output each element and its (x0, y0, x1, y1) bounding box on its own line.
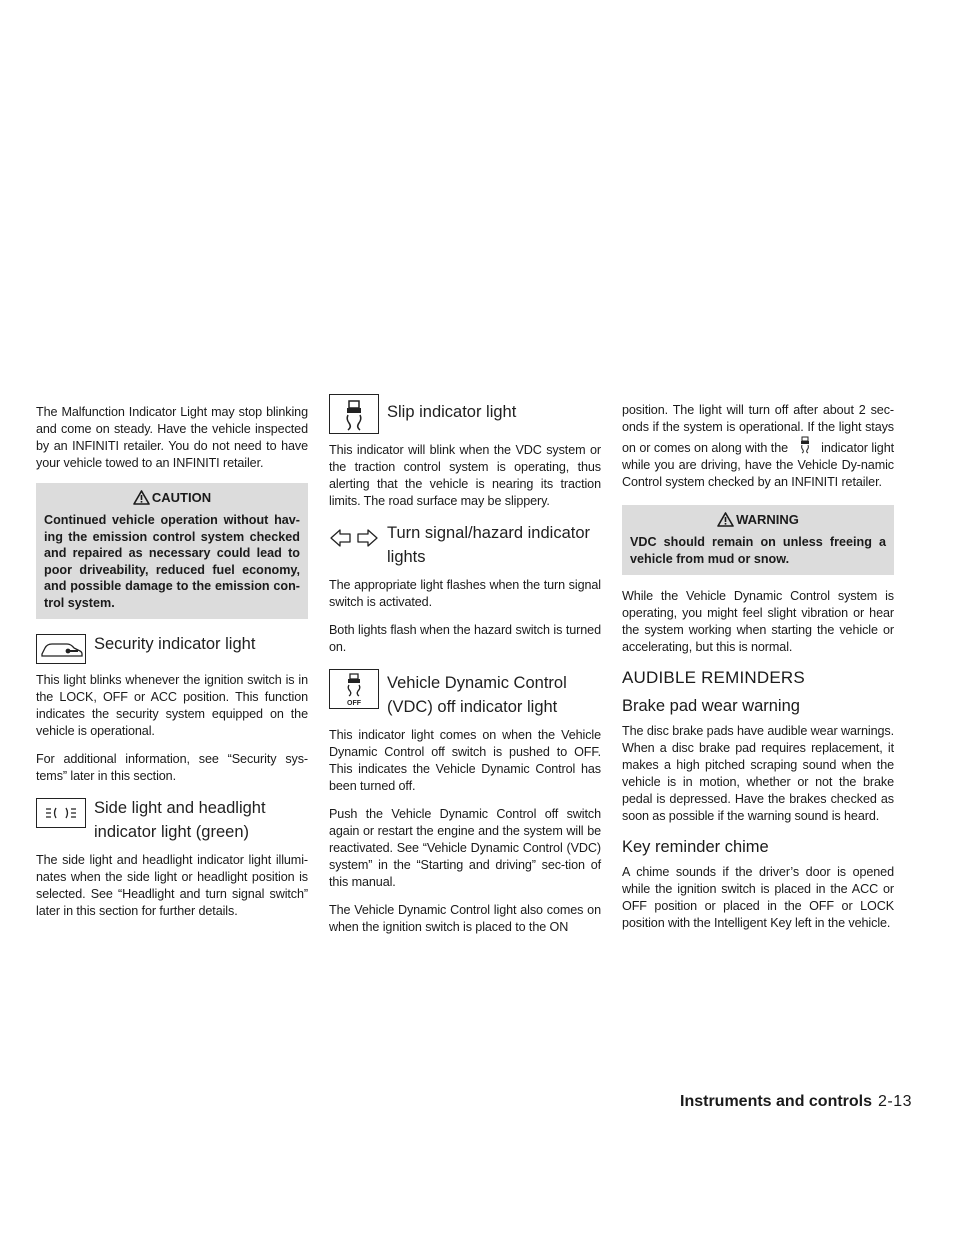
caution-heading (44, 489, 300, 507)
slip-indicator-inline-icon (792, 436, 818, 454)
sidelight-title-line-1: Side light and headlight (94, 799, 266, 817)
vdc-title-line-1: Vehicle Dynamic Control (387, 674, 567, 692)
vdc-title-line-2: (VDC) off indicator light (387, 698, 558, 716)
warning-triangle-icon (133, 490, 150, 505)
paragraph-brake-pad: The disc brake pads have audible wear warnings. When a disc brake pad requires replacement, it makes a high pitched scraping sound when the vehicle is in motion, whether or not the brake pedal is depressed. Have the brakes checked as soon as possible if the warning sound is heard. (622, 724, 894, 823)
paragraph-vdc-normal: While the Vehicle Dynamic Control system is operating, you might feel slight vibration or hear the system working when starting the vehicle or accelerating, but this is normal. (622, 589, 894, 654)
turn-signal-icon (329, 523, 379, 553)
warning-heading (630, 511, 886, 529)
paragraph-vdc-3: The Vehicle Dynamic Control light also comes on when the ignition switch is placed to the ON (329, 903, 601, 934)
turn-indicator-heading (329, 521, 601, 569)
page-number: 2-13 (878, 1093, 913, 1110)
slip-title: Slip indicator light (387, 403, 517, 421)
security-indicator-icon (36, 634, 86, 664)
paragraph-security-2: For additional information, see “Security sys-tems” later in this section. (36, 752, 308, 783)
paragraph-security-1: This light blinks whenever the ignition switch is in the LOCK, OFF or ACC position. This function indicates the security system equipped on the vehicle is operational. (36, 673, 308, 738)
warning-label: WARNING (736, 512, 799, 527)
paragraph-turn-1: The appropriate light flashes when the turn signal switch is activated. (329, 578, 601, 609)
column-right (622, 402, 894, 943)
caution-text: Continued vehicle operation without hav-ing the emission control system checked and repaired as necessary could lead to poor driveability, reduced fuel economy, and possible damage to the emission con-trol system. (44, 513, 300, 610)
slip-indicator-heading (329, 392, 601, 434)
paragraph-turn-2: Both lights flash when the hazard switch is turned on. (329, 623, 601, 654)
turn-title (387, 521, 590, 569)
sidelight-title-line-2: indicator light (green) (94, 823, 249, 841)
slip-indicator-icon (329, 394, 379, 434)
warning-triangle-icon (717, 512, 734, 527)
vdc-title (387, 671, 567, 719)
subheading-brake-pad: Brake pad wear warning (622, 697, 800, 715)
footer-section-title: Instruments and controls (680, 1093, 873, 1110)
page-footer (680, 1093, 920, 1111)
paragraph-vdc-1: This indicator light comes on when the Vehicle Dynamic Control off switch is pushed to OFF. This indicates the Vehicle Dynamic Control has been turned off. (329, 728, 601, 793)
paragraph-slip: This indicator will blink when the VDC system or the traction control system is operating, thus alerting that the vehicle is nearing its traction limits. The road surface may be slippery. (329, 443, 601, 508)
turn-title-line-1: Turn signal/hazard indicator (387, 524, 590, 542)
paragraph-key-reminder: A chime sounds if the driver’s door is opened while the ignition switch is placed in the ACC or OFF position or placed in the OFF or LOCK position with the Intelligent Key left in the vehicle. (622, 865, 894, 930)
security-title: Security indicator light (94, 635, 256, 653)
vdc-off-indicator-heading (329, 667, 601, 719)
vdc-off-icon (329, 669, 379, 709)
sidelight-title (94, 796, 266, 844)
caution-box (36, 483, 308, 619)
paragraph-vdc-2: Push the Vehicle Dynamic Control off switch again or restart the engine and the system will be reactivated. See “Vehicle Dynamic Control (VDC) system” in the “Starting and driving” sec-tion of this manual. (329, 807, 601, 889)
caution-label: CAUTION (151, 490, 212, 505)
sidelight-indicator-heading (36, 796, 308, 844)
warning-box (622, 505, 894, 575)
warning-text: VDC should remain on unless freeing a vehicle from mud or snow. (630, 535, 886, 566)
paragraph-vdc-continued (622, 402, 894, 491)
paragraph-vdc-continued-part-2: indicator light while you are driving, have the Vehicle Dy-namic Control system checked by an INFINITI retailer. (622, 441, 894, 489)
paragraph-malfunction: The Malfunction Indicator Light may stop blinking and come on steady. Have the vehicle inspected by an INFINITI retailer. You do not need to have your vehicle towed to an INFINITI retailer. (36, 405, 308, 470)
security-indicator-heading (36, 632, 308, 664)
subheading-key-reminder: Key reminder chime (622, 838, 769, 856)
sidelight-indicator-icon (36, 798, 86, 828)
column-left (36, 404, 308, 931)
section-heading-audible-reminders: AUDIBLE REMINDERS (622, 668, 805, 687)
paragraph-sidelight: The side light and headlight indicator light illumi-nates when the side light or headlight position is selected. See “Headlight and turn signal switch” later in this section for further details. (36, 853, 308, 918)
vdc-off-icon-text: OFF (347, 700, 361, 707)
turn-title-line-2: lights (387, 548, 426, 566)
column-middle (329, 392, 601, 947)
paragraph-vdc-continued-part-1: position. The light will turn off after about 2 sec-onds if the system is operational. If the light stays on or comes on along with the (622, 403, 894, 455)
